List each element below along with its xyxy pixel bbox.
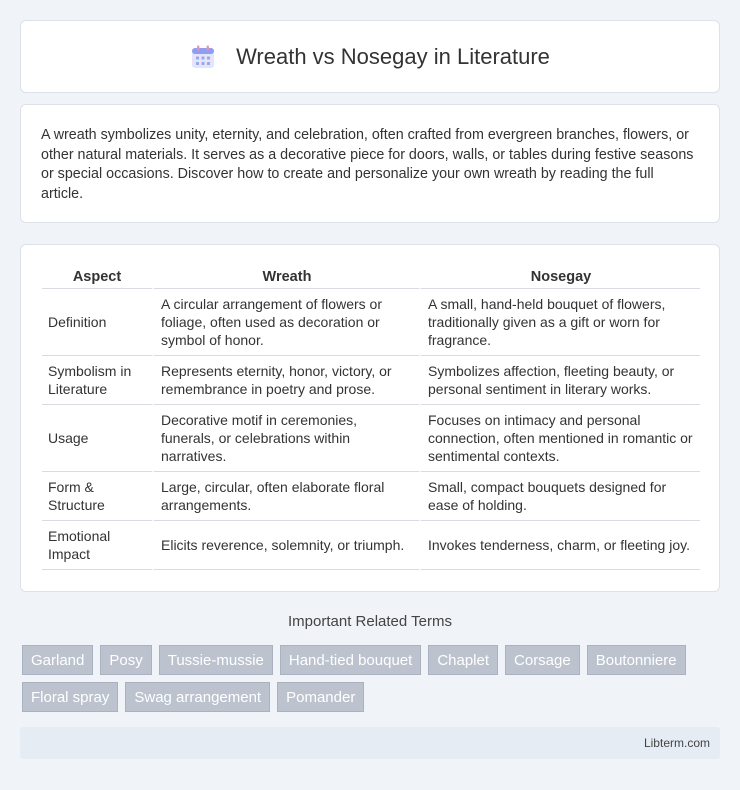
- tag-pomander[interactable]: Pomander: [277, 682, 364, 712]
- table-row: [42, 356, 700, 405]
- cell-aspect: Symbolism in Literature: [42, 356, 152, 405]
- tag-hand-tied-bouquet[interactable]: Hand-tied bouquet: [280, 645, 421, 675]
- tag-chaplet[interactable]: Chaplet: [428, 645, 498, 675]
- related-terms-list: [22, 645, 722, 712]
- cell-wreath: A circular arrangement of flowers or foliage, often used as decoration or symbol of honor.: [152, 289, 419, 356]
- table-row: [42, 521, 700, 570]
- header-wreath: Wreath: [152, 265, 419, 289]
- tag-swag-arrangement[interactable]: Swag arrangement: [125, 682, 270, 712]
- related-terms-title: Important Related Terms: [288, 613, 452, 630]
- footer-site-link[interactable]: Libterm.com: [643, 736, 710, 750]
- calendar-grid-icon: [190, 44, 216, 70]
- tag-tussie-mussie[interactable]: Tussie-mussie: [159, 645, 273, 675]
- table-row: [42, 405, 700, 472]
- cell-aspect: Form & Structure: [42, 472, 152, 521]
- tag-garland[interactable]: Garland: [22, 645, 93, 675]
- cell-nosegay: Symbolizes affection, fleeting beauty, or personal sentiment in literary works.: [419, 356, 700, 405]
- header-aspect: Aspect: [42, 265, 152, 289]
- intro-text: A wreath symbolizes unity, eternity, and celebration, often crafted from evergreen branches, flowers, or other natural materials. It serves as a decorative piece for doors, walls, or tables during festive seasons or special occasions. Discover how to create and personalize your own wreath by reading the full article.: [41, 127, 694, 202]
- tag-boutonniere[interactable]: Boutonniere: [587, 645, 686, 675]
- title-wrap: [190, 44, 550, 70]
- intro-card: [20, 104, 720, 223]
- table-header-row: [42, 265, 700, 289]
- cell-wreath: Represents eternity, honor, victory, or remembrance in poetry and prose.: [152, 356, 419, 405]
- cell-nosegay: A small, hand-held bouquet of flowers, traditionally given as a gift or worn for fragrance.: [419, 289, 700, 356]
- table-row: [42, 472, 700, 521]
- table-row: [42, 289, 700, 356]
- header-nosegay: Nosegay: [419, 265, 700, 289]
- cell-wreath: Elicits reverence, solemnity, or triumph.: [152, 521, 419, 570]
- tag-floral-spray[interactable]: Floral spray: [22, 682, 118, 712]
- cell-nosegay: Focuses on intimacy and personal connection, often mentioned in romantic or sentimental contexts.: [419, 405, 700, 472]
- tag-corsage[interactable]: Corsage: [505, 645, 580, 675]
- cell-wreath: Decorative motif in ceremonies, funerals, or celebrations within narratives.: [152, 405, 419, 472]
- tag-posy[interactable]: Posy: [100, 645, 151, 675]
- title-card: [20, 20, 720, 93]
- cell-aspect: Emotional Impact: [42, 521, 152, 570]
- cell-nosegay: Invokes tenderness, charm, or fleeting joy.: [419, 521, 700, 570]
- cell-aspect: Usage: [42, 405, 152, 472]
- cell-aspect: Definition: [42, 289, 152, 356]
- page-title: Wreath vs Nosegay in Literature: [236, 43, 550, 69]
- footer: [20, 727, 720, 759]
- cell-nosegay: Small, compact bouquets designed for ease of holding.: [419, 472, 700, 521]
- cell-wreath: Large, circular, often elaborate floral arrangements.: [152, 472, 419, 521]
- comparison-table: [42, 265, 700, 570]
- comparison-card: [20, 244, 720, 592]
